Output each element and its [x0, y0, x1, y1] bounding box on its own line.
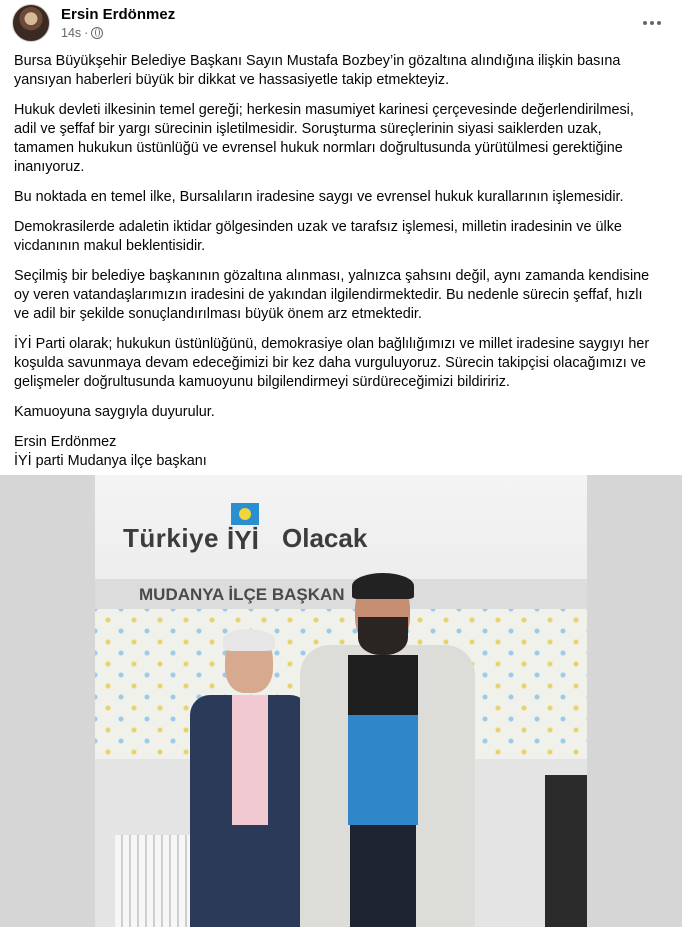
paragraph — [14, 403, 670, 422]
post-timestamp[interactable]: 14s — [61, 26, 82, 40]
sign-text-left: Türkiye — [123, 523, 219, 553]
party-logo — [225, 503, 265, 559]
text-line: inanıyoruz. — [14, 159, 85, 175]
post-meta — [61, 26, 103, 40]
sun-emblem-icon — [231, 503, 259, 525]
text-line: Demokrasilerde adaletin iktidar gölgesinden uzak ve tarafsız işlemesi, milletin iradesinin ve ülke — [14, 219, 622, 235]
text-line: ve adil bir şekilde sonuçlandırılması büyük önem arz etmektedir. — [14, 306, 422, 322]
text-line: Hukuk devleti ilkesinin temel gereği; herkesin masumiyet karinesi çerçevesinde değerlendirilmesi, — [14, 102, 634, 118]
sign-text-right: Olacak — [282, 523, 368, 553]
text-line: yansıyan haberleri büyük bir dikkat ve hassasiyetle takip etmekteyiz. — [14, 72, 450, 88]
signature — [14, 433, 670, 471]
text-line: vicdanının makul beklentisidir. — [14, 238, 206, 254]
text-line: Bursa Büyükşehir Belediye Başkanı Sayın Mustafa Bozbey’in gözaltına alındığına ilişkin basına — [14, 53, 621, 69]
text-line: oy veren vatandaşlarımızın iradesini de yakından ilgilendirmektedir. Bu nedenle sürecin şeffaf, hızlı — [14, 287, 643, 303]
paragraph — [14, 335, 670, 392]
more-horizontal-icon[interactable] — [642, 13, 662, 33]
person-right — [300, 575, 475, 927]
post-text — [14, 52, 670, 474]
globe-icon[interactable] — [91, 27, 103, 39]
signature-name: Ersin Erdönmez — [14, 434, 117, 450]
text-line: Kamuoyuna saygıyla duyurulur. — [14, 404, 215, 420]
text-line: Seçilmiş bir belediye başkanının gözaltına alınması, yalnızca şahsını değil, aynı zamanda kendisine — [14, 268, 650, 284]
photo-content — [95, 475, 587, 927]
post-photo[interactable] — [0, 475, 682, 927]
dark-panel — [545, 775, 587, 927]
paragraph — [14, 52, 670, 90]
text-line: Bu noktada en temel ilke, Bursalıların iradesine saygı ve evrensel hukuk kurallarının işlemesidir. — [14, 189, 624, 205]
paragraph — [14, 101, 670, 177]
text-line: koşulda savunmaya devam edeceğimizi bir kez daha vurguluyoruz. Sürecin takipçisi olacağımızı ve — [14, 355, 646, 371]
signature-title: İYİ parti Mudanya ilçe başkanı — [14, 453, 207, 469]
text-line: tamamen hukukun üstünlüğü ve evrensel hukuk normları doğrultusunda yürütülmesi gerektiğine — [14, 140, 623, 156]
person-left — [190, 633, 310, 927]
author-name[interactable]: Ersin Erdönmez — [61, 6, 176, 23]
avatar[interactable] — [12, 4, 50, 42]
paragraph — [14, 218, 670, 256]
meta-separator: · — [84, 26, 89, 40]
text-line: gelişmeler doğrultusunda kamuoyunu bilgilendirmeyi sürdüreceğimizi bildiririz. — [14, 374, 510, 390]
banner-text: MUDANYA İLÇE BAŞKAN — [139, 585, 345, 604]
text-line: adil ve şeffaf bir yargı sürecinin işletilmesidir. Soruşturma süreçlerinin siyasi saiklerden uzak, — [14, 121, 602, 137]
party-logo-text: İYİ — [227, 525, 259, 555]
post-header — [12, 3, 670, 43]
paragraph — [14, 267, 670, 324]
paragraph — [14, 188, 670, 207]
text-line: İYİ Parti olarak; hukukun üstünlüğünü, demokrasiye olan bağlılığımızı ve millet iradesine saygıyı her — [14, 336, 650, 352]
